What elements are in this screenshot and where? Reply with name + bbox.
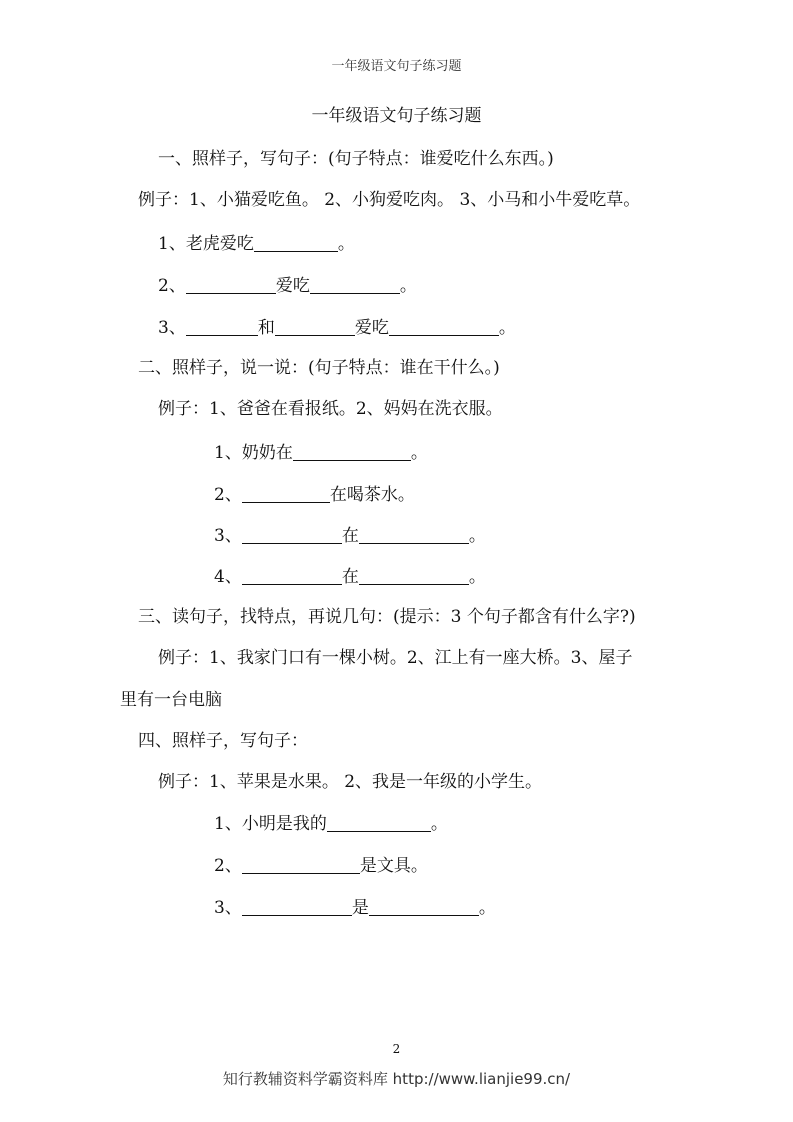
item-text: 和 <box>257 318 275 338</box>
section4-example: 例子：1、苹果是水果。 2、我是一年级的小学生。 <box>158 772 543 792</box>
section1-example: 例子：1、小猫爱吃鱼。 2、小狗爱吃肉。 3、小马和小牛爱吃草。 <box>138 190 641 210</box>
section3-heading: 三、读句子，找特点，再说几句：(提示：3 个句子都含有什么字?) <box>138 607 636 627</box>
section1-heading: 一、照样子，写句子：(句子特点：谁爱吃什么东西。) <box>158 149 554 169</box>
answer-blank[interactable] <box>254 234 338 252</box>
item-text: 。 <box>468 567 486 587</box>
answer-blank[interactable] <box>242 485 330 503</box>
section2-example: 例子：1、爸爸在看报纸。2、妈妈在洗衣服。 <box>158 399 503 419</box>
section2-item4 <box>214 567 486 586</box>
item-text: 2、 <box>214 485 242 505</box>
section1-item3 <box>158 318 516 337</box>
answer-blank[interactable] <box>186 318 258 336</box>
section2-item2 <box>214 485 415 504</box>
section4-item1 <box>214 814 448 833</box>
answer-blank[interactable] <box>275 318 355 336</box>
item-text: 1、老虎爱吃 <box>158 234 254 254</box>
section2-item1 <box>214 443 428 462</box>
section3-example: 例子：1、我家门口有一棵小树。2、江上有一座大桥。3、屋子 <box>158 648 633 668</box>
footer-watermark: 知行教辅资料学霸资料库 http://www.lianjie99.cn/ <box>222 1070 571 1088</box>
answer-blank[interactable] <box>389 318 499 336</box>
answer-blank[interactable] <box>359 526 469 544</box>
section2-heading: 二、照样子，说一说：(句子特点：谁在干什么。) <box>138 358 500 378</box>
section4-heading: 四、照样子，写句子： <box>138 731 308 751</box>
answer-blank[interactable] <box>186 276 276 294</box>
section4-item2 <box>214 856 428 875</box>
item-text: 1、奶奶在 <box>214 443 293 463</box>
item-text: 3、 <box>158 318 186 338</box>
answer-blank[interactable] <box>327 814 431 832</box>
item-text: 。 <box>498 318 516 338</box>
item-text: 2、 <box>158 276 186 296</box>
answer-blank[interactable] <box>242 526 342 544</box>
item-text: 。 <box>399 276 417 296</box>
item-text: 1、小明是我的 <box>214 814 327 834</box>
answer-blank[interactable] <box>293 443 411 461</box>
item-text: 爱吃 <box>275 276 310 296</box>
section1-item1 <box>158 234 355 253</box>
answer-blank[interactable] <box>369 898 479 916</box>
item-text: 是 <box>351 898 369 918</box>
section1-item2 <box>158 276 417 295</box>
item-text: 在 <box>341 526 359 546</box>
item-text: 在 <box>341 567 359 587</box>
item-text: 。 <box>430 814 448 834</box>
item-text: 。 <box>478 898 496 918</box>
answer-blank[interactable] <box>242 898 352 916</box>
item-text: 爱吃 <box>354 318 389 338</box>
section4-item3 <box>214 898 496 917</box>
item-text: 4、 <box>214 567 242 587</box>
item-text: 是文具。 <box>359 856 428 876</box>
answer-blank[interactable] <box>242 856 360 874</box>
item-text: 。 <box>410 443 428 463</box>
page-title: 一年级语文句子练习题 <box>311 106 482 126</box>
page-number: 2 <box>392 1042 401 1056</box>
section2-item3 <box>214 526 486 545</box>
item-text: 。 <box>337 234 355 254</box>
answer-blank[interactable] <box>310 276 400 294</box>
answer-blank[interactable] <box>242 567 342 585</box>
item-text: 3、 <box>214 526 242 546</box>
item-text: 在喝茶水。 <box>329 485 415 505</box>
item-text: 3、 <box>214 898 242 918</box>
item-text: 。 <box>468 526 486 546</box>
item-text: 2、 <box>214 856 242 876</box>
answer-blank[interactable] <box>359 567 469 585</box>
running-header: 一年级语文句子练习题 <box>331 59 462 74</box>
section3-example-continued: 里有一台电脑 <box>120 690 222 710</box>
